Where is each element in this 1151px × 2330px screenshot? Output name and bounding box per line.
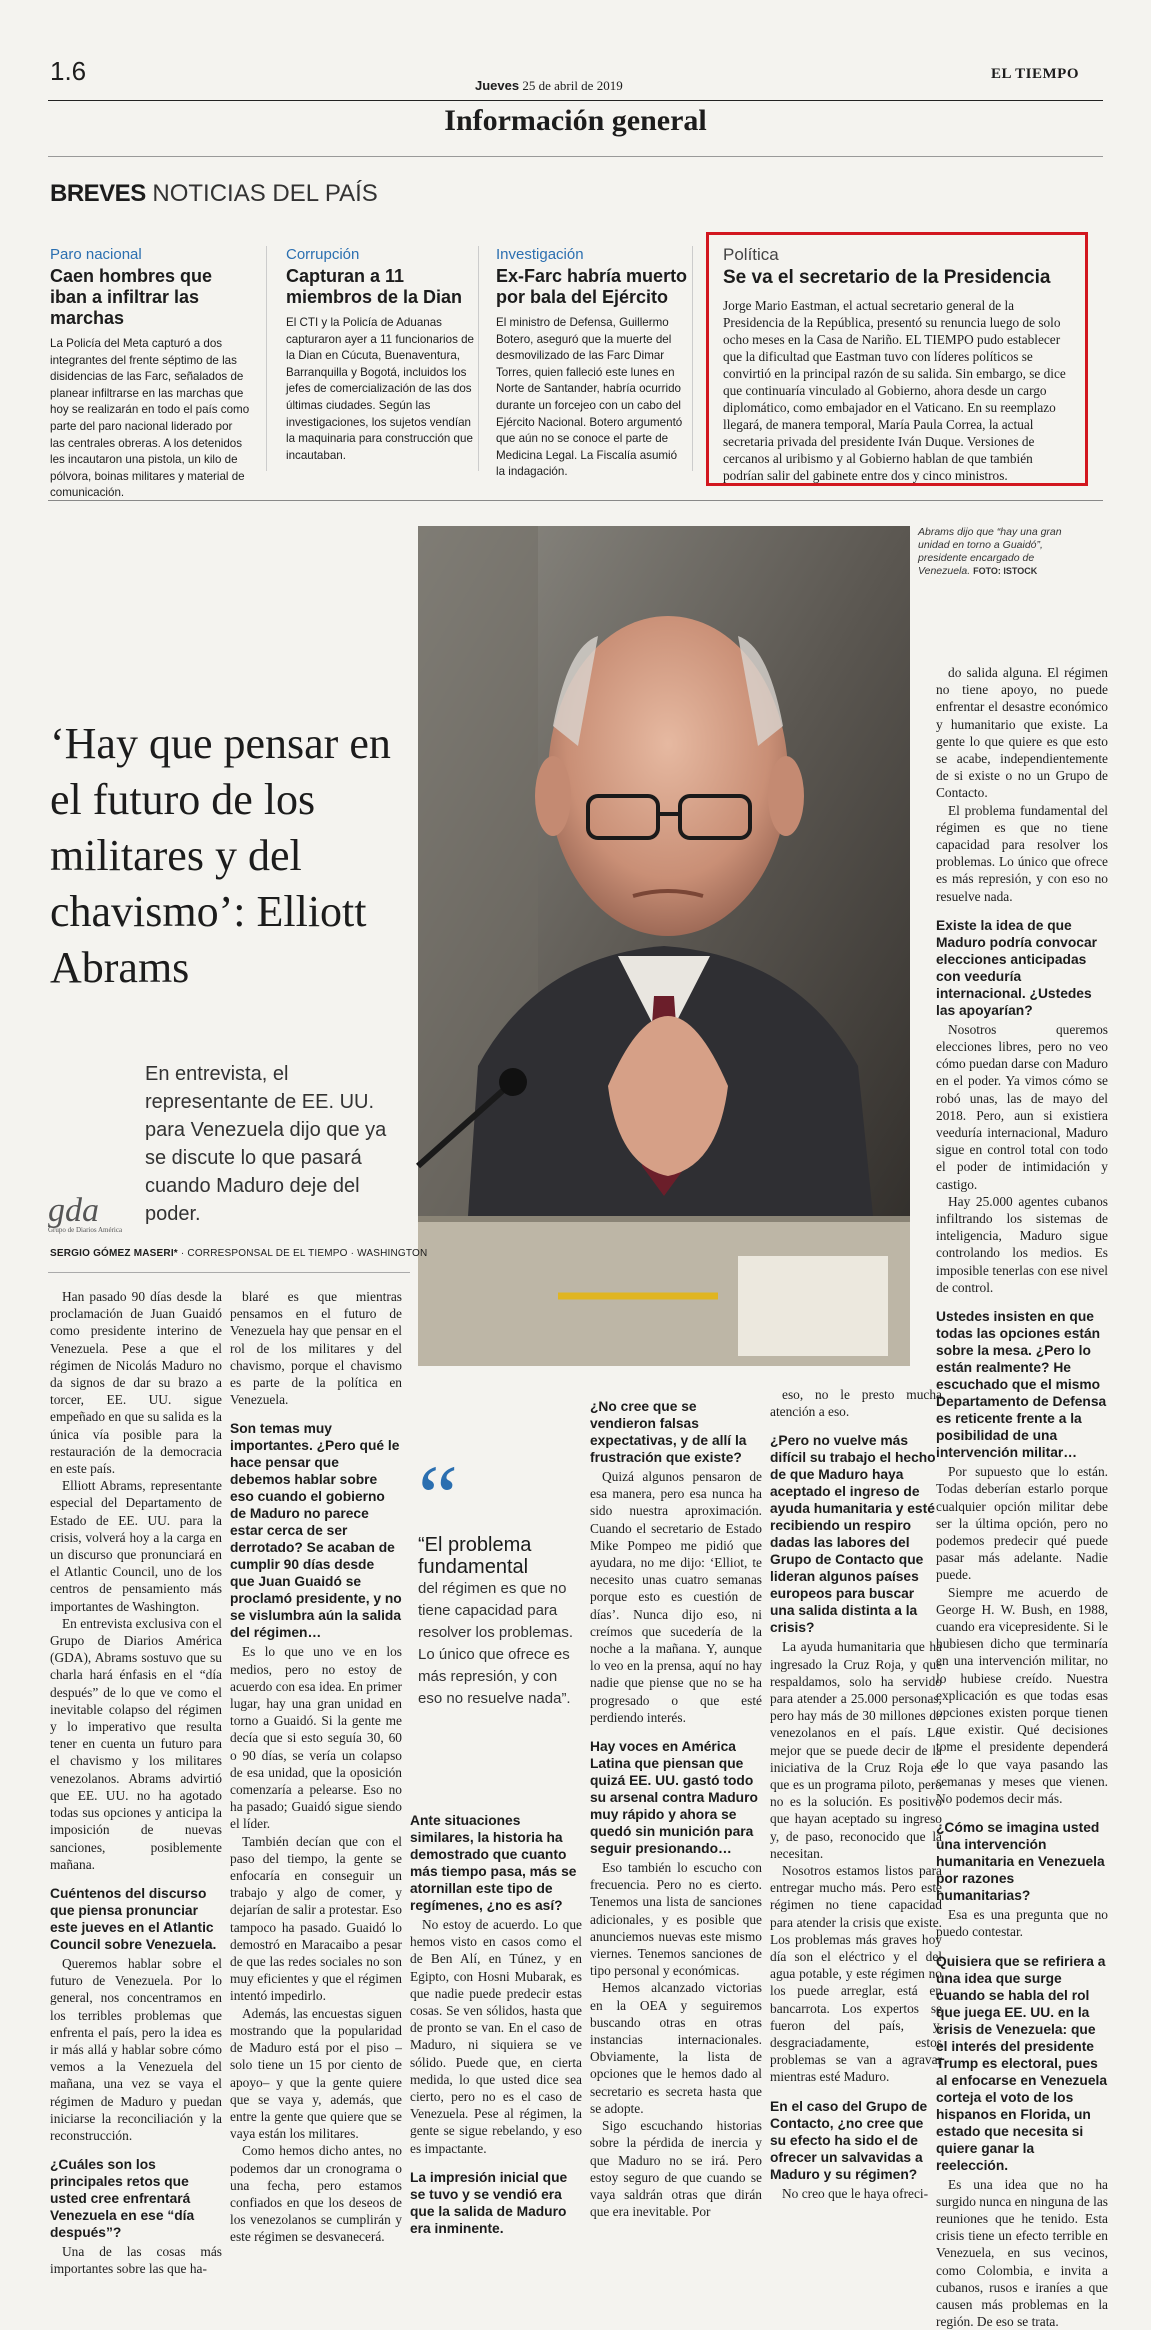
body-paragraph: También decían que con el paso del tiempo, la gente se enfocaría en conseguir un trabajo y algo de comer, y dejarían de salir a protestar. Eso tampoco ha pasado. Guaidó lo demostró en Maracaibo a pesar de que las redes sociales no son muy eficientes y que el régimen intentó impedirlo. [230, 1833, 402, 2004]
brief-kicker: Investigación [496, 246, 584, 263]
brief-kicker: Corrupción [286, 246, 360, 263]
brief-divider [266, 246, 267, 471]
breves-bold: BREVES [50, 180, 146, 207]
brief-headline: Caen hombres que iban a infiltrar las marchas [50, 266, 213, 328]
body-paragraph: No estoy de acuerdo. Lo que hemos visto en casos como el de Ben Alí, en Túnez, y en Egipto, con Hosni Mubarak, es que nadie puede predecir estas cosas. Se ven sólidos, hasta que de pronto se van. En el caso de Maduro, ni siquiera se ve sólido. Puede que, en cierta medida, lo que usted dice sea cierto, pero no es el caso de Venezuela. Pese al régimen, la gente se sigue rebelando, y eso es impactante. [410, 1917, 582, 2156]
photo-caption [918, 526, 1068, 578]
brief-paro [50, 246, 250, 502]
interview-question: Hay voces en América Latina que piensan que quizá EE. UU. gastó todo su arsenal contra Maduro muy rápido y ahora se quedó sin munición para seguir presionando… [590, 1739, 758, 1857]
brief-kicker: Paro nacional [50, 246, 142, 263]
body-paragraph: Como hemos dicho antes, no podemos dar un cronograma o una fecha, pero estamos confiados en que los deseos de los venezolanos se cumplirán y este régimen se desvanecerá. [230, 2143, 402, 2245]
article-deck: En entrevista, el representante de EE. UU. para Venezuela dijo que ya se discute lo que pasará cuando Maduro deje del poder. [145, 1063, 387, 1225]
body-paragraph: Es una idea que no ha surgido nunca en ninguna de las reuniones que he tenido. Esta crisis tiene un efecto terrible en Venezuela, en sus vecinos, como Colombia, e invita a cubanos, rusos e iraníes a que causen más problemas en la región. De eso se trata. [936, 2176, 1108, 2330]
portrait-illustration [418, 526, 910, 1366]
body-paragraph: do salida alguna. El régimen no tiene apoyo, no puede enfrentar el desastre económico y humanitario que existe. La gente lo que quiere es que esto se acabe, independientemente de si existe o no un Grupo de Contacto. [936, 665, 1108, 801]
body-paragraph: Sigo escuchando historias sobre la pérdida de inercia y que Maduro no se irá. Pero estoy seguro de que cuando se vaya saldrán otras que dirán que era inevitable. Por [590, 2118, 762, 2220]
header-rule [48, 100, 1103, 101]
article-column-4 [590, 1386, 762, 2220]
breves-bottom-rule [48, 500, 1103, 501]
body-paragraph: Una de las cosas más importantes sobre las que ha- [50, 2244, 222, 2277]
body-paragraph: Además, las encuestas siguen mostrando que la popularidad de Maduro está por el piso –solo tiene un 15 por ciento de apoyo– y que la gente quiere que se vaya y, además, que entre la gente que quiere que se vaya están los militares. [230, 2005, 402, 2142]
body-paragraph: Siempre me acuerdo de George H. W. Bush, en 1988, cuando era vicepresidente. Si le hubiesen dicho que terminaría en una intervención militar, no lo hubiese creído. Nuestra explicación es que todas esas opciones existen porque tienen que existir. Qué decisiones tome el presidente dependerá de lo que vaya pasando las semanas y meses que vienen. No podemos decir más. [936, 1584, 1108, 1806]
interview-question: ¿Cómo se imagina usted una intervención humanitaria en Venezuela por razones humanitarias? [936, 1820, 1105, 1904]
brief-body: El CTI y la Policía de Aduanas capturaron ayer a 11 funcionarios de la Dian en Cúcuta, Buenaventura, Barranquilla y Bogotá, incluidos los jefes de comercialización de las dos últimas ciudades. Según las investigaciones, los sujetos vendían la maquinaria para construcción que incautaban. [286, 316, 474, 462]
section-title: Información general [444, 104, 707, 137]
body-paragraph: Queremos hablar sobre el futuro de Venezuela. Por lo general, nos concentramos en los terribles problemas que enfrenta el país, pero la idea es ir más allá y hablar sobre cómo vemos a la Venezuela del mañana, una vez se vaya el régimen de Maduro y puedan iniciarse la reconciliación y la reconstrucción. [50, 1955, 222, 2143]
abrams-photo [418, 526, 910, 1366]
brief-investigacion [496, 246, 688, 481]
gda-logo-text: gda [48, 1192, 99, 1229]
brief-divider [692, 246, 693, 471]
caption-text: Abrams dijo que “hay una gran unidad en torno a Guaidó”, presidente encargado de Venezuela. [918, 526, 1062, 577]
brief-body: El ministro de Defensa, Guillermo Botero, aseguró que la muerte del desmovilizado de las Farc Dimar Torres, quien falleció este lunes en Norte de Santander, habría ocurrido durante un forcejeo con un cabo del Ejército Nacional. Botero argumentó que aún no se conoce el parte de Medicina Legal. La Fiscalía asumió la indagación. [496, 316, 683, 479]
body-paragraph: Quizá algunos pensaron de esa manera, pero esa nunca ha sido nuestra aproximación. Cuando el secretario de Estado Mike Pompeo me pidió que ayudara, no me dijo: ‘Elliot, te necesito unas cuatro semanas porque esto es cuestión de días’. Nunca dijo eso, ni creímos que sucedería de la noche a la mañana. Y, aunque lo veo en la prensa, aquí no hay nadie que piense que no se ha progresado o que esté perdiendo interés. [590, 1469, 762, 1725]
pull-quote [418, 1448, 578, 1710]
gda-logo [48, 1192, 122, 1234]
interview-question: Ustedes insisten en que todas las opciones están sobre la mesa. ¿Pero lo están realmente? He escuchado que el mismo Departamento de Defensa es reticente frente a la posibilidad de una intervención militar… [936, 1309, 1107, 1461]
masthead: EL TIEMPO [991, 66, 1079, 82]
body-paragraph: Hemos alcanzado victorias en la OEA y seguiremos buscando otras en otras instancias internacionales. Obviamente, la lista de opciones que le hemos dado al secretario es secreta hasta que se adopte. [590, 1980, 762, 2116]
body-paragraph: eso, no le presto mucha atención a eso. [770, 1387, 942, 1420]
body-paragraph: No creo que le haya ofreci- [782, 2185, 929, 2201]
article-column-3 [410, 1800, 582, 2239]
gda-logo-sub: Grupo de Diarios América [48, 1226, 123, 1234]
pull-quote-rest: del régimen es que no tiene capacidad para resolver los problemas. Lo único que ofrece es más represión, y con eso no resuelve nada”. [418, 1580, 574, 1707]
brief-headline: Ex-Farc habría muerto por bala del Ejército [496, 266, 688, 307]
brief-body: La Policía del Meta capturó a dos integrantes del frente séptimo de las disidencias de las Farc, señalados de planear infiltrarse en las marchas que hoy se realizarán en todo el país como parte del paro nacional liderado por las centrales obreras. A los detenidos les incautaron una pistola, un kilo de pólvora, boinas militares y material de comunicación. [50, 337, 250, 500]
breves-rest: NOTICIAS DEL PAÍS [152, 180, 378, 207]
body-paragraph: Nosotros queremos elecciones libres, pero no veo cómo puedan darse con Maduro en el poder. Ya vimos cómo se robó unas, las de mayo del 2018. Pero, aun si existiera veeduría internacional, Maduro sigue en control total con todo el poder de intimidación y castigo. [936, 1021, 1108, 1192]
article-column-2 [230, 1288, 402, 2246]
body-paragraph: El problema fundamental del régimen es que no tiene capacidad para resolver los problemas. Lo único que ofrece es más represión, y con eso no resuelve nada. [936, 802, 1108, 904]
body-paragraph: Eso también lo escucho con frecuencia. Pero no es cierto. Tenemos una lista de sanciones adicionales, y es posible que anunciemos nuevas este mismo viernes. Tenemos sanciones de tipo personal y económicas. [590, 1860, 762, 1979]
issue-date [475, 78, 623, 94]
article-headline: ‘Hay que pensar en el futuro de los militares y del chavismo’: Elliott Abrams [50, 719, 391, 992]
body-paragraph: Han pasado 90 días desde la proclamación de Juan Guaidó como presidente interino de Venezuela. Pese a que el régimen de Nicolás Maduro no da signos de dar su brazo a torcer, EE. UU. sigue empeñado en que su salida es la única vía posible para la restauración de la democracia en este país. [50, 1289, 222, 1477]
brief-headline: Se va el secretario de la Presidencia [723, 267, 1051, 288]
body-paragraph: Hay 25.000 agentes cubanos infiltrando los sistemas de inteligencia, Maduro sigue controlando los medios. Es imposible tenerlas con ese nivel de control. [936, 1193, 1108, 1295]
body-paragraph: Por supuesto que lo están. Todas deberían estarlo porque cualquier opción militar debe ser la última opción, pero no podemos predecir qué puede pasar más adelante. Nadie puede. [936, 1464, 1108, 1583]
body-paragraph: Nosotros estamos listos para entregar mucho más. Pero este régimen no tiene capacidad para atender la crisis que existe. Los problemas más graves hoy día son el eléctrico y el del agua potable, y este régimen no los puede arreglar, está en bancarrota. Los expertos se fueron del país, y, desgraciadamente, estos problemas se van a agravar mientras esté Maduro. [770, 1863, 942, 2085]
interview-question: Son temas muy importantes. ¿Pero qué le hace pensar que debemos hablar sobre eso cuando el gobierno de Maduro no parece estar cerca de ser derrotado? Se acaban de cumplir 90 días desde que Juan Guaidó se proclamó presidente, y no se vislumbra aún la salida del régimen… [230, 1421, 402, 1641]
article-column-5 [770, 1386, 942, 2202]
interview-question: Ante situaciones similares, la historia ha demostrado que cuanto más tiempo pasa, más se atornillan este tipo de regímenes, ¿no es así? [410, 1813, 577, 1913]
article-column-1 [50, 1288, 222, 2278]
byline-name: SERGIO GÓMEZ MASERI* [50, 1248, 178, 1259]
breves-title [50, 180, 378, 208]
brief-body: Jorge Mario Eastman, el actual secretario general de la Presidencia de la República, presentó su renuncia luego de solo ocho meses en la Casa de Nariño. EL TIEMPO pudo establecer que la dificultad que Eastman tuvo con líderes políticos se convirtió en la principal razón de su salida. Sin embargo, se dice que continuaría vinculado al Gobierno, ahora desde un cargo diplomático, como embajador en el Vaticano. En su reemplazo llegará, de manera temporal, María Paula Correa, la actual secretaria privada del presidente Iván Duque. Versiones de cercanos al uribismo y al Gobierno hablan de que también podrían salir del gabinete entre dos y cinco ministros. [723, 298, 1066, 483]
date-day: Jueves [475, 78, 520, 93]
page-number: 1.6 [50, 56, 87, 86]
article-column-6 [936, 664, 1108, 2330]
interview-question: Quisiera que se refiriera a una idea que surge cuando se habla del rol que juega EE. UU. en la crisis de Venezuela: que el interés del presidente Trump es electoral, pues al enfocarse en Venezuela corteja el voto de los hispanos en Florida, un estado que necesita si quiere ganar la reelección. [936, 1953, 1108, 2173]
brief-politica-highlight [706, 232, 1088, 486]
date-rest: 25 de abril de 2019 [522, 78, 623, 93]
body-paragraph: Elliott Abrams, representante especial del Departamento de Estado de EE. UU. para la crisis, volverá hoy a la carga en un discurso que pronunciará en el Atlantic Council, uno de los centros de pensamiento más importantes de Washington. [50, 1478, 222, 1614]
pull-quote-lead: “El problema fundamental [418, 1534, 532, 1578]
photo-credit: FOTO: ISTOCK [973, 566, 1038, 576]
interview-question: ¿Cuáles son los principales retos que usted cree enfrentará Venezuela en ese “día después”? [50, 2157, 195, 2241]
interview-question: Cuéntenos del discurso que piensa pronunciar este jueves en el Atlantic Council sobre Venezuela. [50, 1885, 217, 1952]
brief-corrupcion [286, 246, 476, 464]
body-paragraph: Es lo que uno ve en los medios, pero no estoy de acuerdo con esa idea. En primer lugar, hay una gran unidad en torno a Guaidó. Si la gente me decía que si esto seguía 30, 60 o 90 días, se vería un colapso de esa unidad, que la oposición comenzaría a pelearse. Eso no ha pasado; Guaidó sigue siendo el líder. [230, 1644, 402, 1832]
interview-question: La impresión inicial que se tuvo y se vendió era que la salida de Maduro era inminente. [410, 2169, 568, 2236]
brief-kicker: Política [723, 245, 779, 264]
byline [50, 1248, 427, 1259]
brief-headline: Capturan a 11 miembros de la Dian [286, 266, 463, 307]
body-paragraph: En entrevista exclusiva con el Grupo de Diarios América (GDA), Abrams sostuvo que su charla hará énfasis en el “día después” de lo que ve como el inevitable colapso del régimen y lo imperativo que resulta tener en cuenta un futuro para el chavismo y los militares venezolanos. Abrams advirtió que EE. UU. no ha agotado todas sus opciones y anticipa la imposición de nuevas sanciones, posiblemente mañana. [50, 1615, 222, 1872]
interview-question: ¿No cree que se vendieron falsas expectativas, y de allí la frustración que existe? [590, 1399, 747, 1465]
body-paragraph: La ayuda humanitaria que ha ingresado la Cruz Roja, y que respaldamos, solo ha servido para atender a 25.000 personas, pero hay más de 30 millones de venezolanos en el país. Lo mejor que se puede decir de la iniciativa de la Cruz Roja es que es un programa piloto, pero no es la solución. Es positivo que hayan aceptado su ingreso y, de paso, reconocido que la necesitan. [770, 1639, 942, 1861]
brief-divider [478, 246, 479, 471]
section-rule [48, 156, 1103, 157]
interview-question: Existe la idea de que Maduro podría convocar elecciones anticipadas con veeduría internacional. ¿Ustedes las apoyarían? [936, 917, 1097, 1018]
quote-mark-icon: “ [418, 1448, 458, 1547]
interview-question: En el caso del Grupo de Contacto, ¿no cree que su efecto ha sido el de ofrecer un salvavidas a Maduro y su régimen? [770, 2098, 928, 2182]
byline-rest: · CORRESPONSAL DE EL TIEMPO · WASHINGTON [177, 1248, 428, 1259]
body-paragraph: Esa es una pregunta que no puedo contestar. [936, 1907, 1108, 1940]
body-paragraph: blaré es que mientras pensamos en el futuro de Venezuela hay que pensar en el rol de los militares y del chavismo, porque el chavismo es parte de la política en Venezuela. [230, 1289, 402, 1408]
byline-rule [48, 1272, 410, 1273]
interview-question: ¿Pero no vuelve más difícil su trabajo el hecho de que Maduro haya aceptado el ingreso de ayuda humanitaria y esté recibiendo un respiro dadas las labores del Grupo de Contacto que lideran algunos países europeos para buscar una salida distinta a la crisis? [770, 1433, 936, 1636]
